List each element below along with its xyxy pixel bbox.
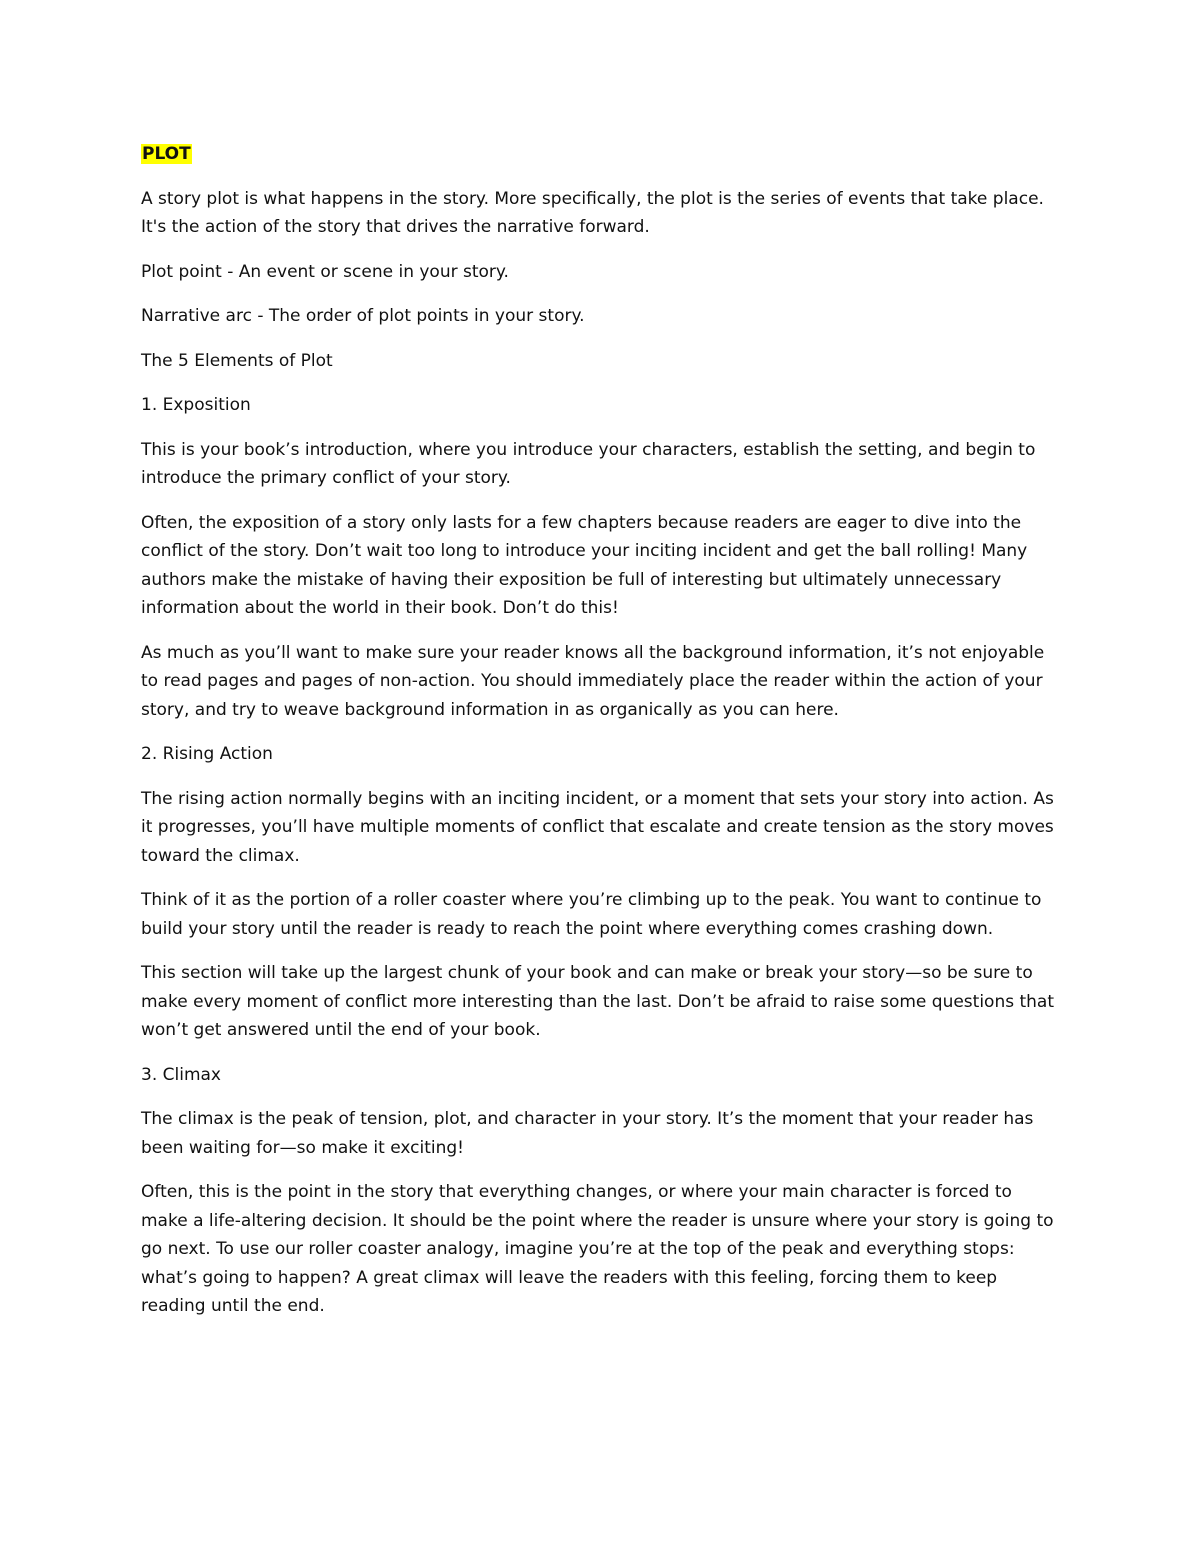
section-heading-climax: 3. Climax (141, 1064, 221, 1085)
intro-paragraph: A story plot is what happens in the story. More specifically, the plot is the series of events that take place. It's the action of the story that drives the narrative forward. (141, 188, 1044, 237)
highlighted-title-text: PLOT (142, 144, 191, 164)
rising-action-paragraph-2: Think of it as the portion of a roller coaster where you’re climbing up to the peak. You want to continue to build your story until the reader is ready to reach the point where everything comes crashing down. (141, 890, 1042, 939)
exposition-paragraph-2: Often, the exposition of a story only lasts for a few chapters because readers are eager to dive into the conflict of the story. Don’t wait too long to introduce your inciting incident and get the ball rolling! Many authors make the mistake of having their exposition be full of interesting but ultimately unnecessary information about the world in their book. Don’t do this! (141, 512, 1028, 618)
section-heading-rising-action: 2. Rising Action (141, 744, 273, 764)
exposition-paragraph-1: This is your book’s introduction, where you introduce your characters, establish the setting, and begin to introduce the primary conflict of your story. (141, 439, 1036, 488)
exposition-paragraph-3: As much as you’ll want to make sure your reader knows all the background information, it’s not enjoyable to read pages and pages of non-action. You should immediately place the reader within the action of your story, and try to weave background information in as organically as you can here. (141, 642, 1045, 720)
narrative-arc-definition: Narrative arc - The order of plot points in your story. (141, 306, 585, 326)
rising-action-paragraph-1: The rising action normally begins with an inciting incident, or a moment that sets your story into action. As it progresses, you’ll have multiple moments of conflict that escalate and create tension as the story moves toward the climax. (141, 788, 1054, 866)
elements-heading: The 5 Elements of Plot (141, 350, 333, 371)
climax-paragraph-2: Often, this is the point in the story that everything changes, or where your main character is forced to make a life-altering decision. It should be the point where the reader is unsure where your story is going to go next. To use our roller coaster analogy, imagine you’re at the top of the peak and everything stops: what’s going to happen? A great climax will leave the readers with this feeling, forcing them to keep reading until the end. (141, 1182, 1054, 1316)
climax-paragraph-1: The climax is the peak of tension, plot, and character in your story. It’s the moment that your reader has been waiting for—so make it exciting! (141, 1109, 1034, 1158)
document-page (141, 140, 1061, 1337)
plot-point-definition: Plot point - An event or scene in your story. (141, 261, 509, 282)
section-heading-exposition: 1. Exposition (141, 395, 251, 415)
rising-action-paragraph-3: This section will take up the largest chunk of your book and can make or break your story—so be sure to make every moment of conflict more interesting than the last. Don’t be afraid to raise some questions that won’t get answered until the end of your book. (141, 963, 1055, 1040)
document-title (141, 140, 1061, 169)
